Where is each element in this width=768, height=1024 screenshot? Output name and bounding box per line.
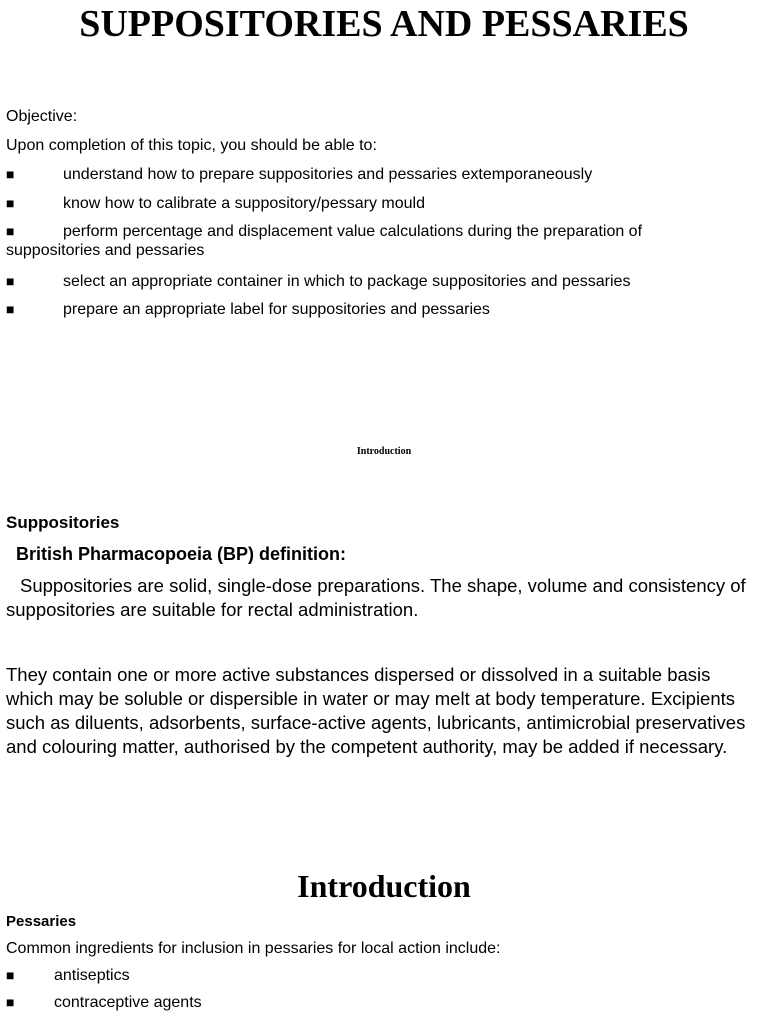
objective-item-text: know how to calibrate a suppository/pessary mould: [63, 195, 425, 212]
bullet-square-icon: ■: [6, 166, 15, 182]
pessaries-list-item: [6, 966, 762, 985]
bullet-square-icon: ■: [6, 273, 15, 289]
bp-definition-heading: British Pharmacopoeia (BP) definition:: [16, 544, 347, 564]
suppositories-heading: Suppositories: [6, 513, 120, 532]
objective-label: Objective:: [6, 108, 78, 125]
section-heading-small: Introduction: [356, 446, 412, 457]
bullet-square-icon: ■: [6, 223, 15, 239]
objective-list-item: [6, 272, 762, 291]
objective-list-item: [6, 222, 762, 260]
objective-item-text: prepare an appropriate label for suppositories and pessaries: [63, 301, 490, 318]
objective-list-item: [6, 300, 762, 319]
bullet-square-icon: ■: [6, 994, 15, 1010]
objective-item-text: perform percentage and displacement value calculations during the preparation of suppositories and pessaries: [6, 223, 643, 259]
objective-item-text: understand how to prepare suppositories and pessaries extemporaneously: [63, 166, 593, 183]
pessaries-intro: Common ingredients for inclusion in pessaries for local action include:: [6, 940, 501, 957]
suppositories-definition-paragraph: Suppositories are solid, single-dose preparations. The shape, volume and consistency of suppositories are suitable for rectal administration.: [6, 575, 746, 620]
suppositories-excipients-paragraph: They contain one or more active substances dispersed or dissolved in a suitable basis which may be soluble or dispersible in water or may melt at body temperature. Excipients such as diluents, adsorbents, surface-active agents, lubricants, antimicrobial preservatives and colouring matter, authorised by the competent authority, may be added if necessary.: [6, 664, 746, 757]
pessaries-list-item: [6, 993, 762, 1012]
introduction-heading: Introduction: [297, 868, 471, 904]
objective-item-text: select an appropriate container in which to package suppositories and pessaries: [63, 273, 631, 290]
pessaries-item-text: contraceptive agents: [54, 994, 202, 1011]
pessaries-item-text: antiseptics: [54, 967, 130, 984]
bullet-square-icon: ■: [6, 301, 15, 317]
document-title: SUPPOSITORIES AND PESSARIES: [79, 3, 689, 45]
objective-intro: Upon completion of this topic, you should be able to:: [6, 137, 377, 154]
bullet-square-icon: ■: [6, 195, 15, 211]
pessaries-heading: Pessaries: [6, 913, 77, 930]
objective-list-item: [6, 194, 762, 213]
objective-list-item: [6, 165, 762, 184]
bullet-square-icon: ■: [6, 967, 15, 983]
